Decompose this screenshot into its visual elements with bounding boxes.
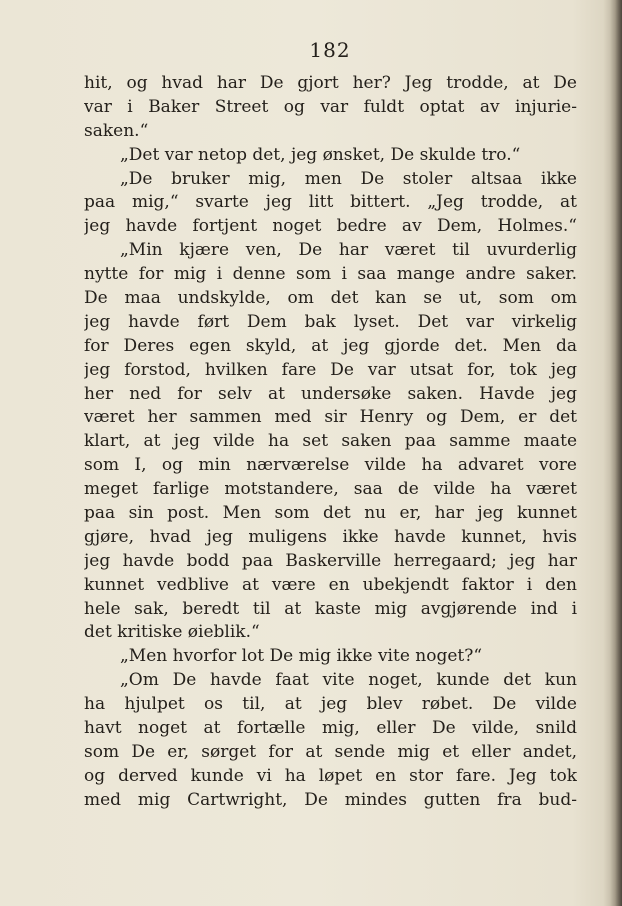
- text-line: her ned for selv at undersøke saken. Havde jeg: [84, 383, 577, 404]
- text-line: „Min kjære ven, De har været til uvurderlig: [120, 240, 577, 261]
- text-line: ha hjulpet os til, at jeg blev røbet. De vilde: [84, 694, 577, 715]
- text-line: som I, og min nærværelse vilde ha advaret vore: [84, 455, 577, 476]
- text-line: „Men hvorfor lot De mig ikke vite noget?“: [120, 646, 483, 667]
- text-line: gjøre, hvad jeg muligens ikke havde kunnet, hvis: [84, 526, 577, 547]
- text-line: saken.“: [84, 120, 149, 141]
- text-line: „De bruker mig, men De stoler altsaa ikke: [120, 168, 577, 189]
- text-line: var i Baker Street og var fuldt optat av injurie-: [84, 96, 577, 117]
- text-line: jeg havde ført Dem bak lyset. Det var virkelig: [84, 311, 577, 332]
- text-line: nytte for mig i denne som i saa mange andre saker.: [84, 264, 577, 285]
- text-line: „Det var netop det, jeg ønsket, De skulde tro.“: [120, 144, 521, 165]
- body-text: [84, 72, 577, 813]
- text-line: hit, og hvad har De gjort her? Jeg trodde, at De: [84, 73, 577, 93]
- text-line: været her sammen med sir Henry og Dem, er det: [84, 407, 577, 428]
- text-line: og derved kunde vi ha løpet en stor fare. Jeg tok: [84, 765, 577, 786]
- text-line: De maa undskylde, om det kan se ut, som om: [84, 288, 577, 309]
- text-line: paa mig,“ svarte jeg litt bittert. „Jeg trodde, at: [84, 192, 577, 213]
- page-edge-shadow: [610, 0, 622, 906]
- text-line: meget farlige motstandere, saa de vilde ha været: [84, 479, 577, 500]
- text-line: paa sin post. Men som det nu er, har jeg kunnet: [84, 503, 577, 524]
- page-number: 182: [309, 38, 351, 62]
- text-line: jeg forstod, hvilken fare De var utsat for, tok jeg: [84, 359, 577, 380]
- text-line: havt noget at fortælle mig, eller De vilde, snild: [84, 718, 577, 739]
- text-line: kunnet vedblive at være en ubekjendt faktor i den: [84, 574, 577, 595]
- text-line: jeg havde fortjent noget bedre av Dem, Holmes.“: [84, 216, 577, 237]
- text-line: „Om De havde faat vite noget, kunde det kun: [120, 670, 577, 691]
- text-line: hele sak, beredt til at kaste mig avgjørende ind i: [84, 598, 577, 619]
- text-line: som De er, sørget for at sende mig et eller andet,: [84, 741, 577, 762]
- text-line: jeg havde bodd paa Baskerville herregaard; jeg har: [84, 550, 577, 571]
- text-line: med mig Cartwright, De mindes gutten fra bud-: [84, 789, 577, 810]
- text-line: det kritiske øieblik.“: [84, 622, 260, 643]
- text-line: klart, at jeg vilde ha set saken paa samme maate: [84, 431, 577, 452]
- text-line: for Deres egen skyld, at jeg gjorde det. Men da: [84, 335, 577, 356]
